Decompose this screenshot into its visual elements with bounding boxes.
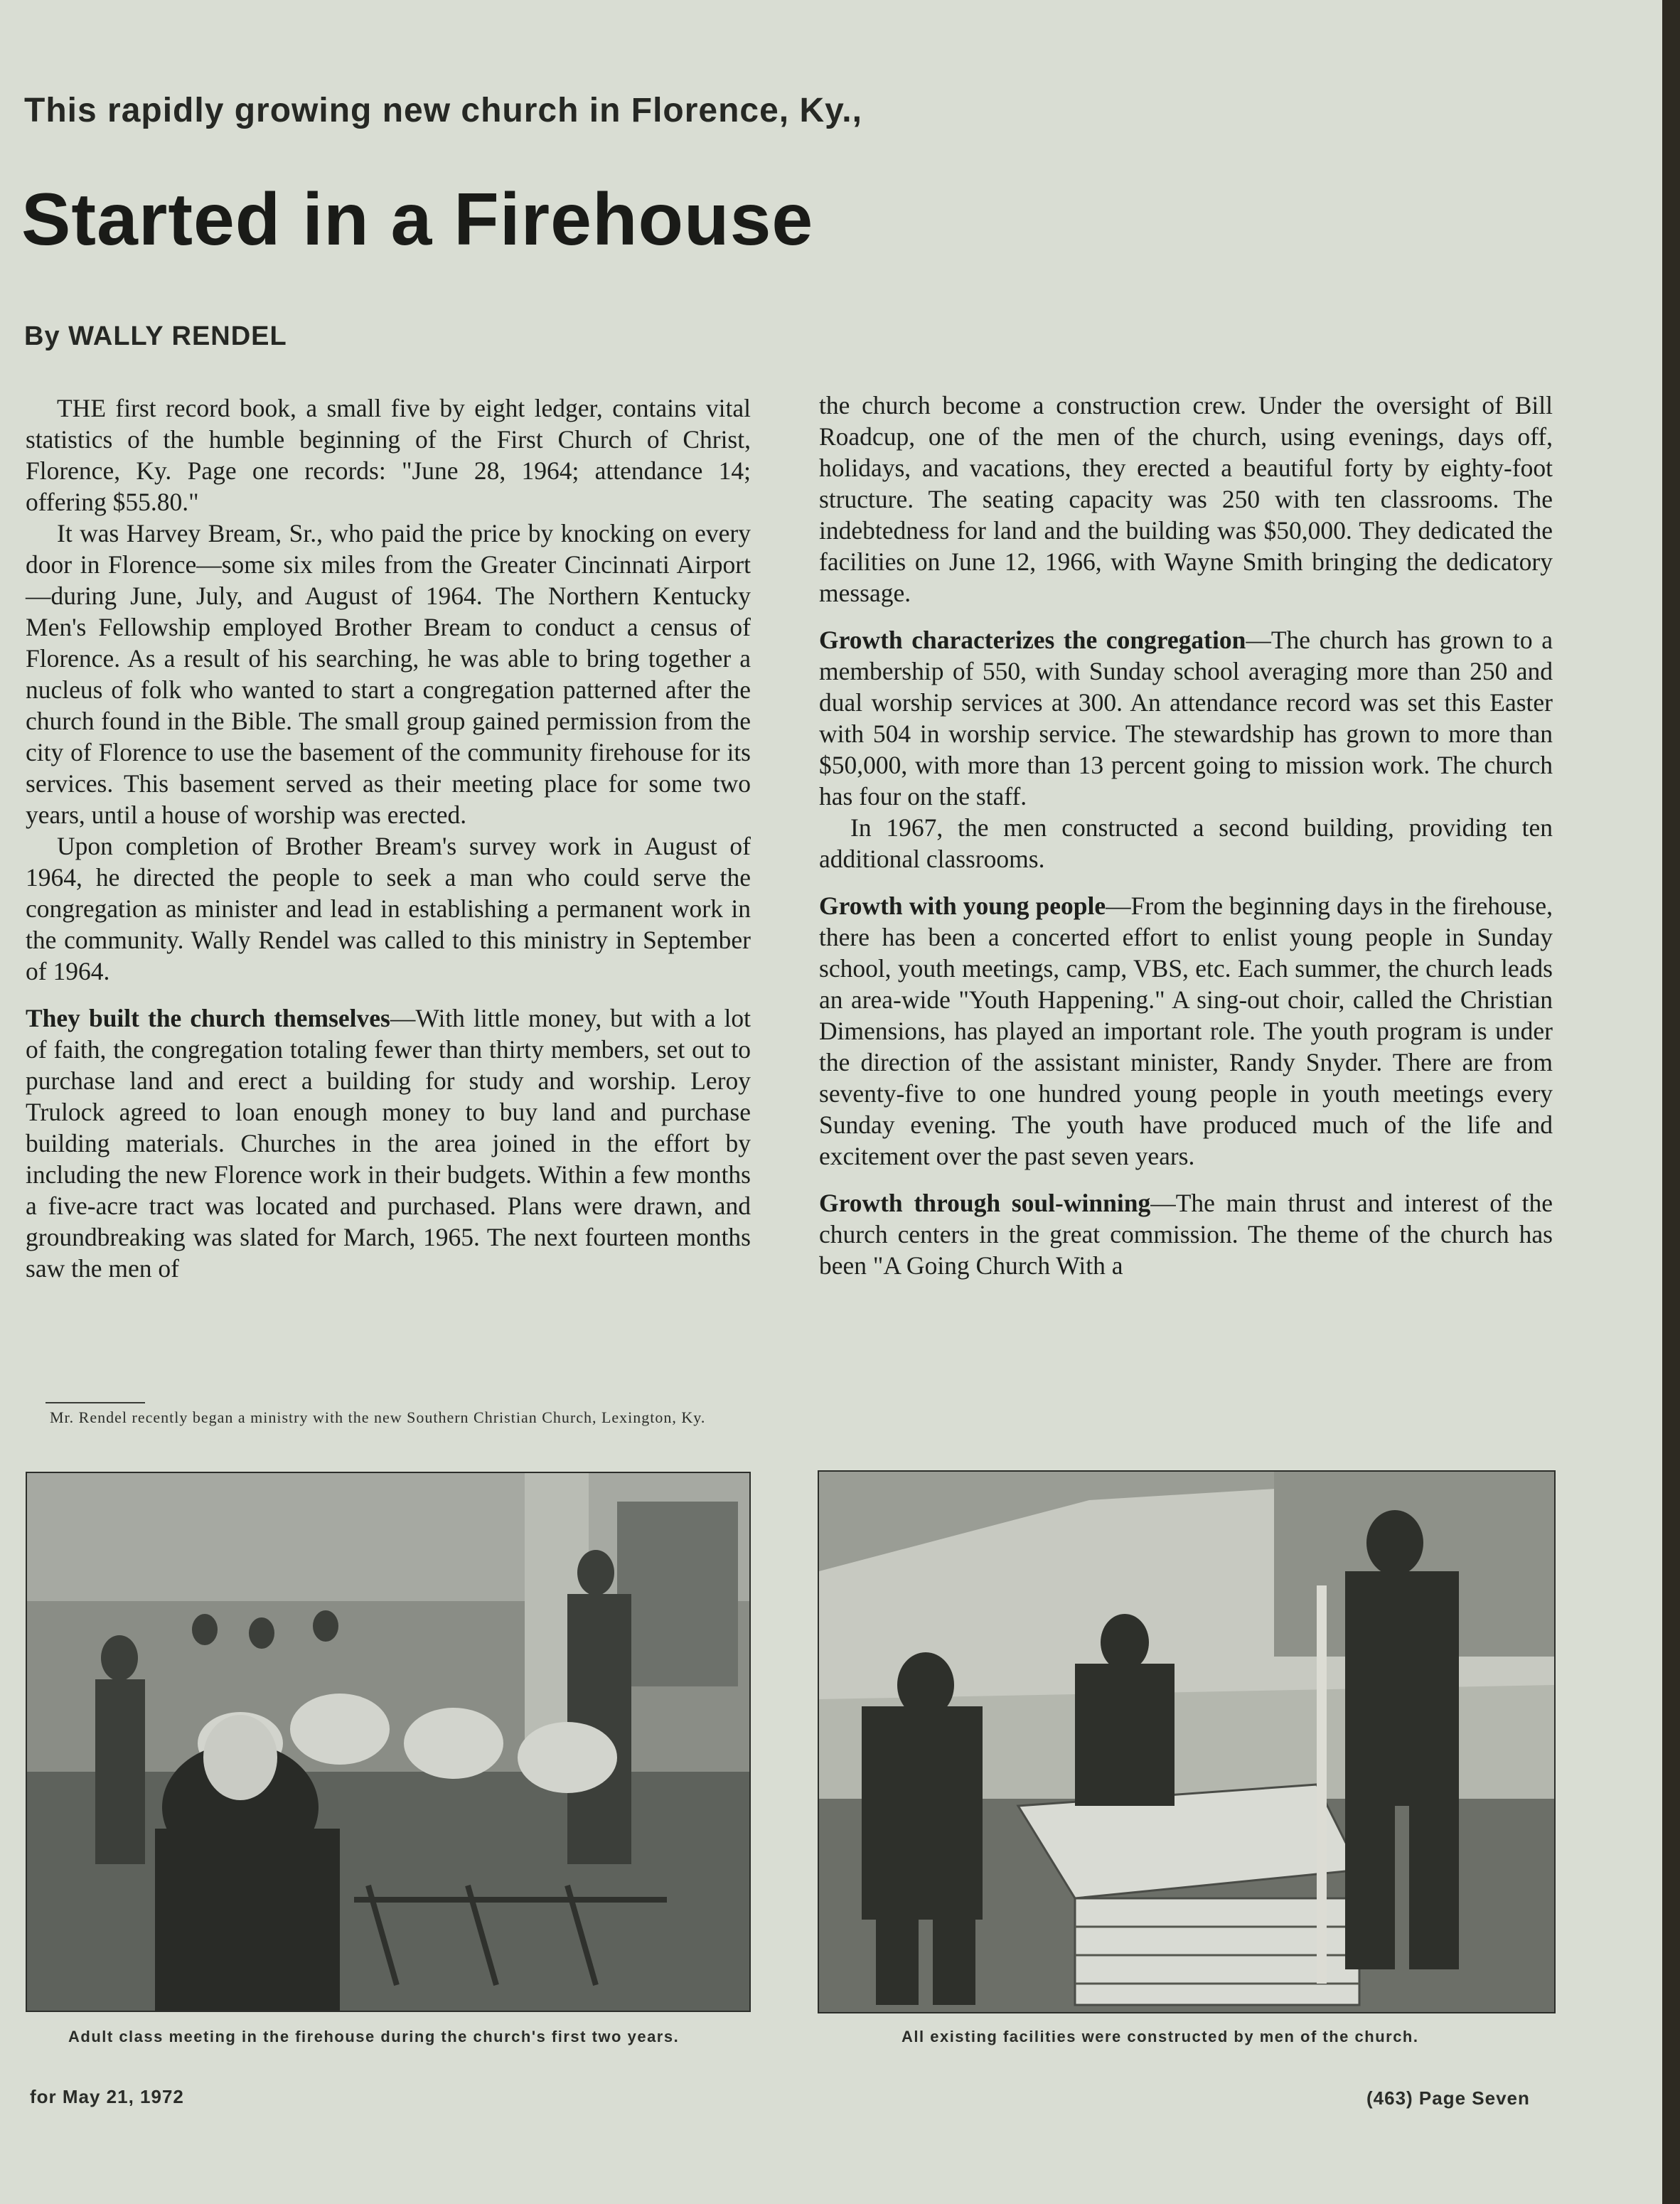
firehouse-class-illustration (27, 1473, 749, 2011)
paragraph: the church become a construction crew. Under the oversight of Bill Roadcup, one of the men of the church, using evenings, days off, holidays, and vacations, they erected a beautiful forty by eighty-foot structure. The seating capacity was 250 with ten classrooms. The indebtedness for land and the building was $50,000. They dedicated the facilities on June 12, 1966, with Wayne Smith bringing the dedicatory message. (819, 391, 1553, 607)
section-paragraph (819, 624, 1553, 812)
article-kicker: This rapidly growing new church in Florence, Ky., (24, 92, 862, 129)
right-column (819, 390, 1553, 1281)
paragraph: Upon completion of Brother Bream's survey work in August of 1964, he directed the people to seek a man who could serve the congregation as minister and lead in establishing a permanent work in the community. Wally Rendel was called to this ministry in September of 1964. (26, 832, 751, 985)
section-heading: Growth through soul-winning (819, 1189, 1151, 1217)
section-heading: They built the church themselves (26, 1004, 390, 1032)
author-footnote: Mr. Rendel recently began a ministry with the new Southern Christian Church, Lexington, Ky. (50, 1408, 706, 1426)
section-text: —With little money, but with a lot of faith, the congregation totaling fewer than thirty members, set out to purchase land and erect a building for study and worship. Leroy Trulock agreed to loan enough money to buy land and purchase building materials. Churches in the area joined in the effort by including the new Florence work in their budgets. Within a few months a five-acre tract was located and purchased. Plans were drawn, and groundbreaking was slated for March, 1965. The next fourteen months saw the men of (26, 1004, 751, 1283)
footnote-rule (46, 1402, 145, 1403)
section-text: —The main thrust and interest of the church centers in the great commission. The theme of the church has been "A Going Church With a (819, 1189, 1553, 1280)
article-byline: By WALLY RENDEL (24, 321, 287, 351)
section-heading: Growth characterizes the congregation (819, 626, 1246, 654)
paragraph: THE first record book, a small five by eight ledger, contains vital statistics of the humble beginning of the First Church of Christ, Florence, Ky. Page one records: "June 28, 1964; attendance 14; offering $55.80." (26, 394, 751, 516)
section-text: —The church has grown to a membership of 550, with Sunday school averaging more than 250 and dual worship services at 300. An attendance record was set this Easter with 504 in worship service. The stewardship has grown to more than $50,000, with more than 13 percent going to mission work. The church has four on the staff. (819, 626, 1553, 811)
page-edge-shadow (1662, 0, 1680, 2204)
paragraph: It was Harvey Bream, Sr., who paid the price by knocking on every door in Florence—some six miles from the Greater Cincinnati Airport—during June, July, and August of 1964. The Northern Kentucky Men's Fellowship employed Brother Bream to conduct a census of Florence. As a result of his searching, he was able to bring together a nucleus of folk who wanted to start a congregation patterned after the church found in the Bible. The small group gained permission from the city of Florence to use the basement of the community firehouse for its services. This basement served as their meeting place for some two years, until a house of worship was erected. (26, 519, 751, 829)
photo-caption-right: All existing facilities were constructed by men of the church. (901, 2028, 1419, 2045)
photo-caption-left: Adult class meeting in the firehouse during the church's first two years. (68, 2028, 680, 2045)
section-text: —From the beginning days in the firehouse, there has been a concerted effort to enlist young people in Sunday school, youth meetings, camp, VBS, etc. Each summer, the church leads an area-wide "Youth Happening." A sing-out choir, called the Christian Dimensions, has played an important role. The youth program is under the direction of the assistant minister, Randy Snyder. There are from seventy-five to one hundred young people in youth meetings every Sunday evening. The youth have produced much of the life and excitement over the past seven years. (819, 892, 1553, 1170)
issue-date: for May 21, 1972 (30, 2086, 184, 2107)
firehouse-class-photo (26, 1472, 751, 2012)
construction-illustration (819, 1472, 1554, 2012)
section-paragraph (819, 890, 1553, 1172)
section-paragraph (819, 1187, 1553, 1281)
paragraph: In 1967, the men constructed a second building, providing ten additional classrooms. (819, 813, 1553, 873)
section-paragraph (26, 1002, 751, 1284)
article-title: Started in a Firehouse (21, 178, 814, 261)
section-heading: Growth with young people (819, 892, 1106, 920)
construction-photo (818, 1470, 1556, 2013)
page-number: (463) Page Seven (1366, 2087, 1530, 2109)
left-column (26, 392, 751, 1284)
